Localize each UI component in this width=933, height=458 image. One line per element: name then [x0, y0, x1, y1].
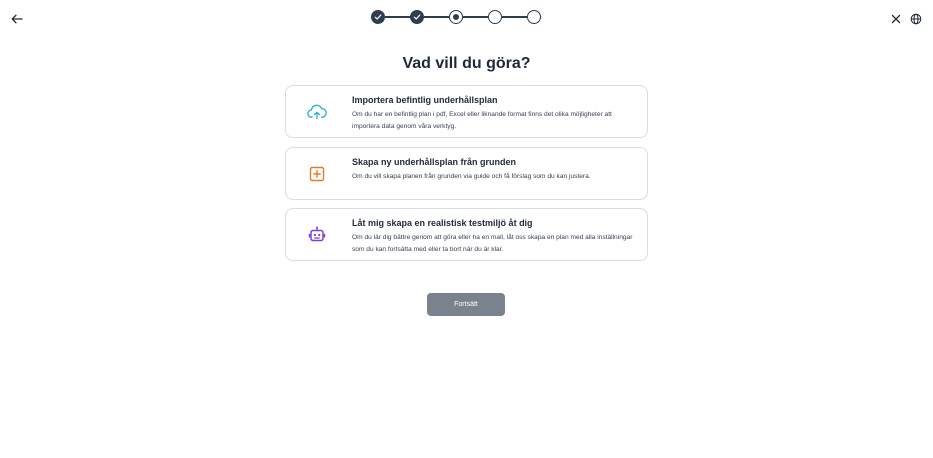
- option-create-test-environment[interactable]: [285, 208, 648, 261]
- option-icon-wrapper: [306, 224, 328, 246]
- step-connector: [424, 16, 449, 18]
- arrow-left-icon: [11, 13, 23, 25]
- step-1-completed: [371, 10, 385, 24]
- robot-icon: [308, 226, 326, 244]
- language-button[interactable]: [907, 10, 925, 28]
- option-description: Om du vill skapa planen från grunden via guide och få förslag som du kan justera.: [352, 173, 591, 180]
- option-title: Låt mig skapa en realistisk testmiljö åt dig: [352, 218, 533, 228]
- option-create-new-plan[interactable]: [285, 147, 648, 200]
- option-title: Importera befintlig underhållsplan: [352, 95, 498, 105]
- step-4-pending: [488, 10, 502, 24]
- check-icon: [374, 13, 382, 21]
- close-icon: [891, 14, 901, 24]
- step-5-pending: [527, 10, 541, 24]
- back-button[interactable]: [8, 10, 26, 28]
- step-connector: [385, 16, 410, 18]
- step-2-completed: [410, 10, 424, 24]
- globe-icon: [910, 13, 922, 25]
- option-description: Om du har en befintlig plan i pdf, Excel eller liknande format finns det olika möjligheter att importera data genom våra verktyg.: [352, 111, 612, 130]
- step-connector: [502, 16, 527, 18]
- cloud-upload-icon: [307, 104, 327, 120]
- option-icon-wrapper: [306, 101, 328, 123]
- progress-stepper: [371, 10, 541, 24]
- option-title: Skapa ny underhållsplan från grunden: [352, 157, 517, 167]
- close-button[interactable]: [887, 10, 905, 28]
- option-icon-wrapper: [306, 163, 328, 185]
- step-connector: [463, 16, 488, 18]
- option-description: Om du lär dig bättre genom att göra eller ha en mall, låt oss skapa en plan med alla inställningar som du kan fortsätta med eller ta bort när du är klar.: [352, 234, 633, 253]
- plus-square-icon: [309, 166, 325, 182]
- step-3-current: [449, 10, 463, 24]
- page-title: Vad vill du göra?: [402, 55, 531, 72]
- option-import-plan[interactable]: [285, 85, 648, 138]
- continue-button[interactable]: Fortsätt: [427, 293, 505, 316]
- check-icon: [413, 13, 421, 21]
